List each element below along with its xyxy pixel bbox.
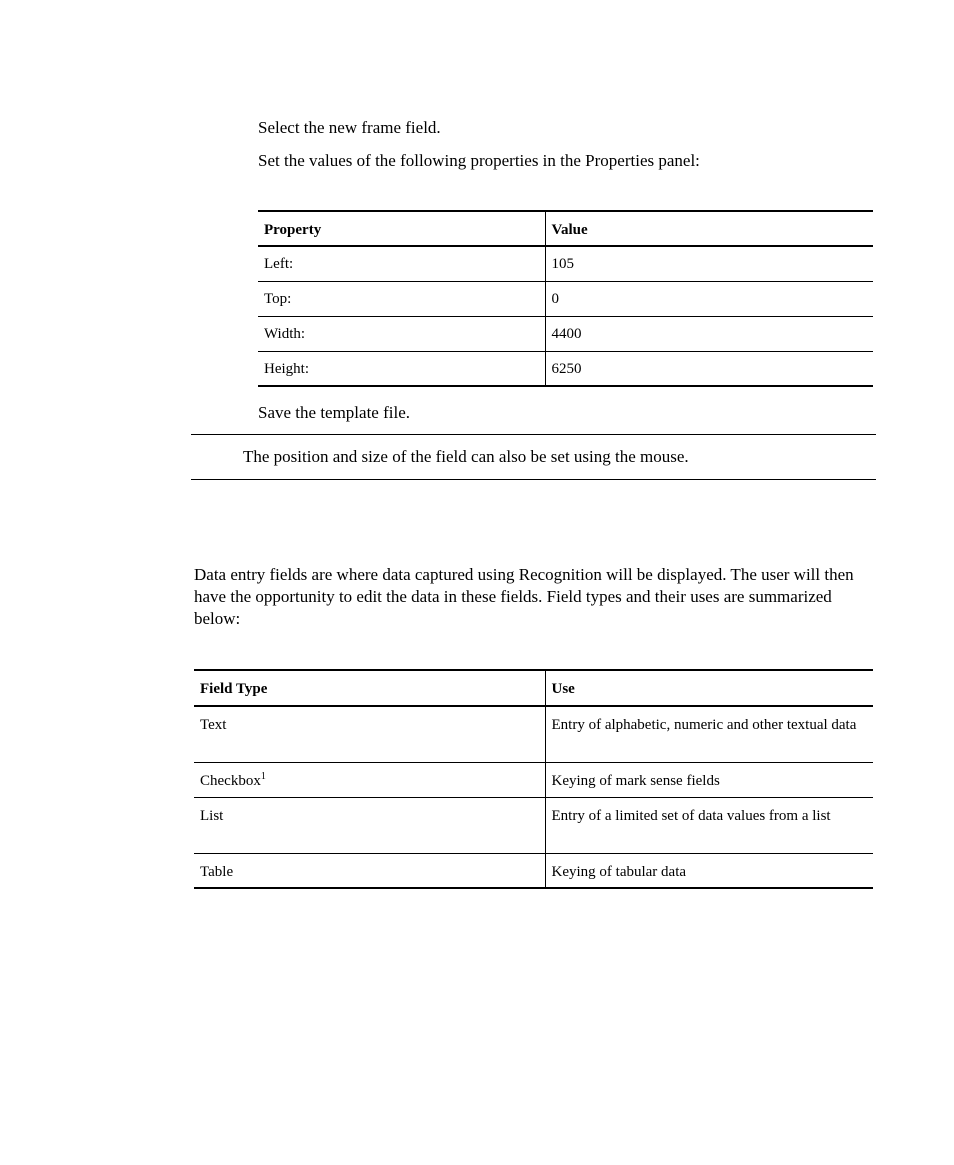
property-name: Left: xyxy=(258,246,545,281)
column-header-field-type: Field Type xyxy=(194,670,545,706)
column-header-use: Use xyxy=(545,670,873,706)
field-use: Entry of alphabetic, numeric and other textual data xyxy=(545,706,873,762)
note-text: The position and size of the field can also be set using the mouse. xyxy=(243,447,689,466)
footnote-marker: 1 xyxy=(260,770,266,782)
column-header-property: Property xyxy=(258,211,545,246)
table-row xyxy=(258,281,873,316)
step-select-field: Select the new frame field. xyxy=(258,118,441,137)
note-bottom-rule xyxy=(191,479,876,480)
field-types-table xyxy=(194,669,873,889)
field-type: Table xyxy=(194,853,545,888)
field-type-label: Checkbox xyxy=(200,772,261,789)
field-use: Keying of tabular data xyxy=(545,853,873,888)
table-row xyxy=(194,797,873,853)
property-name: Top: xyxy=(258,281,545,316)
field-use: Entry of a limited set of data values from a list xyxy=(545,797,873,853)
column-header-value: Value xyxy=(545,211,873,246)
property-name: Height: xyxy=(258,351,545,386)
property-value: 6250 xyxy=(545,351,873,386)
property-value: 105 xyxy=(545,246,873,281)
data-entry-intro: Data entry fields are where data captured using Recognition will be displayed. The user will then have the opportunity to edit the data in these fields. Field types and their uses are summarized below: xyxy=(194,565,854,628)
field-use: Keying of mark sense fields xyxy=(545,762,873,797)
property-name: Width: xyxy=(258,316,545,351)
note-top-rule xyxy=(191,434,876,435)
table-row xyxy=(258,351,873,386)
field-type: List xyxy=(194,797,545,853)
field-type xyxy=(194,762,545,797)
table-header-row xyxy=(258,211,873,246)
property-value: 4400 xyxy=(545,316,873,351)
step-set-values: Set the values of the following properties in the Properties panel: xyxy=(258,151,700,170)
table-row xyxy=(194,853,873,888)
table-row xyxy=(194,762,873,797)
table-row xyxy=(194,706,873,762)
table-header-row xyxy=(194,670,873,706)
properties-table xyxy=(258,210,873,387)
table-row xyxy=(258,246,873,281)
field-type: Text xyxy=(194,706,545,762)
table-row xyxy=(258,316,873,351)
step-save: Save the template file. xyxy=(258,403,410,422)
property-value: 0 xyxy=(545,281,873,316)
